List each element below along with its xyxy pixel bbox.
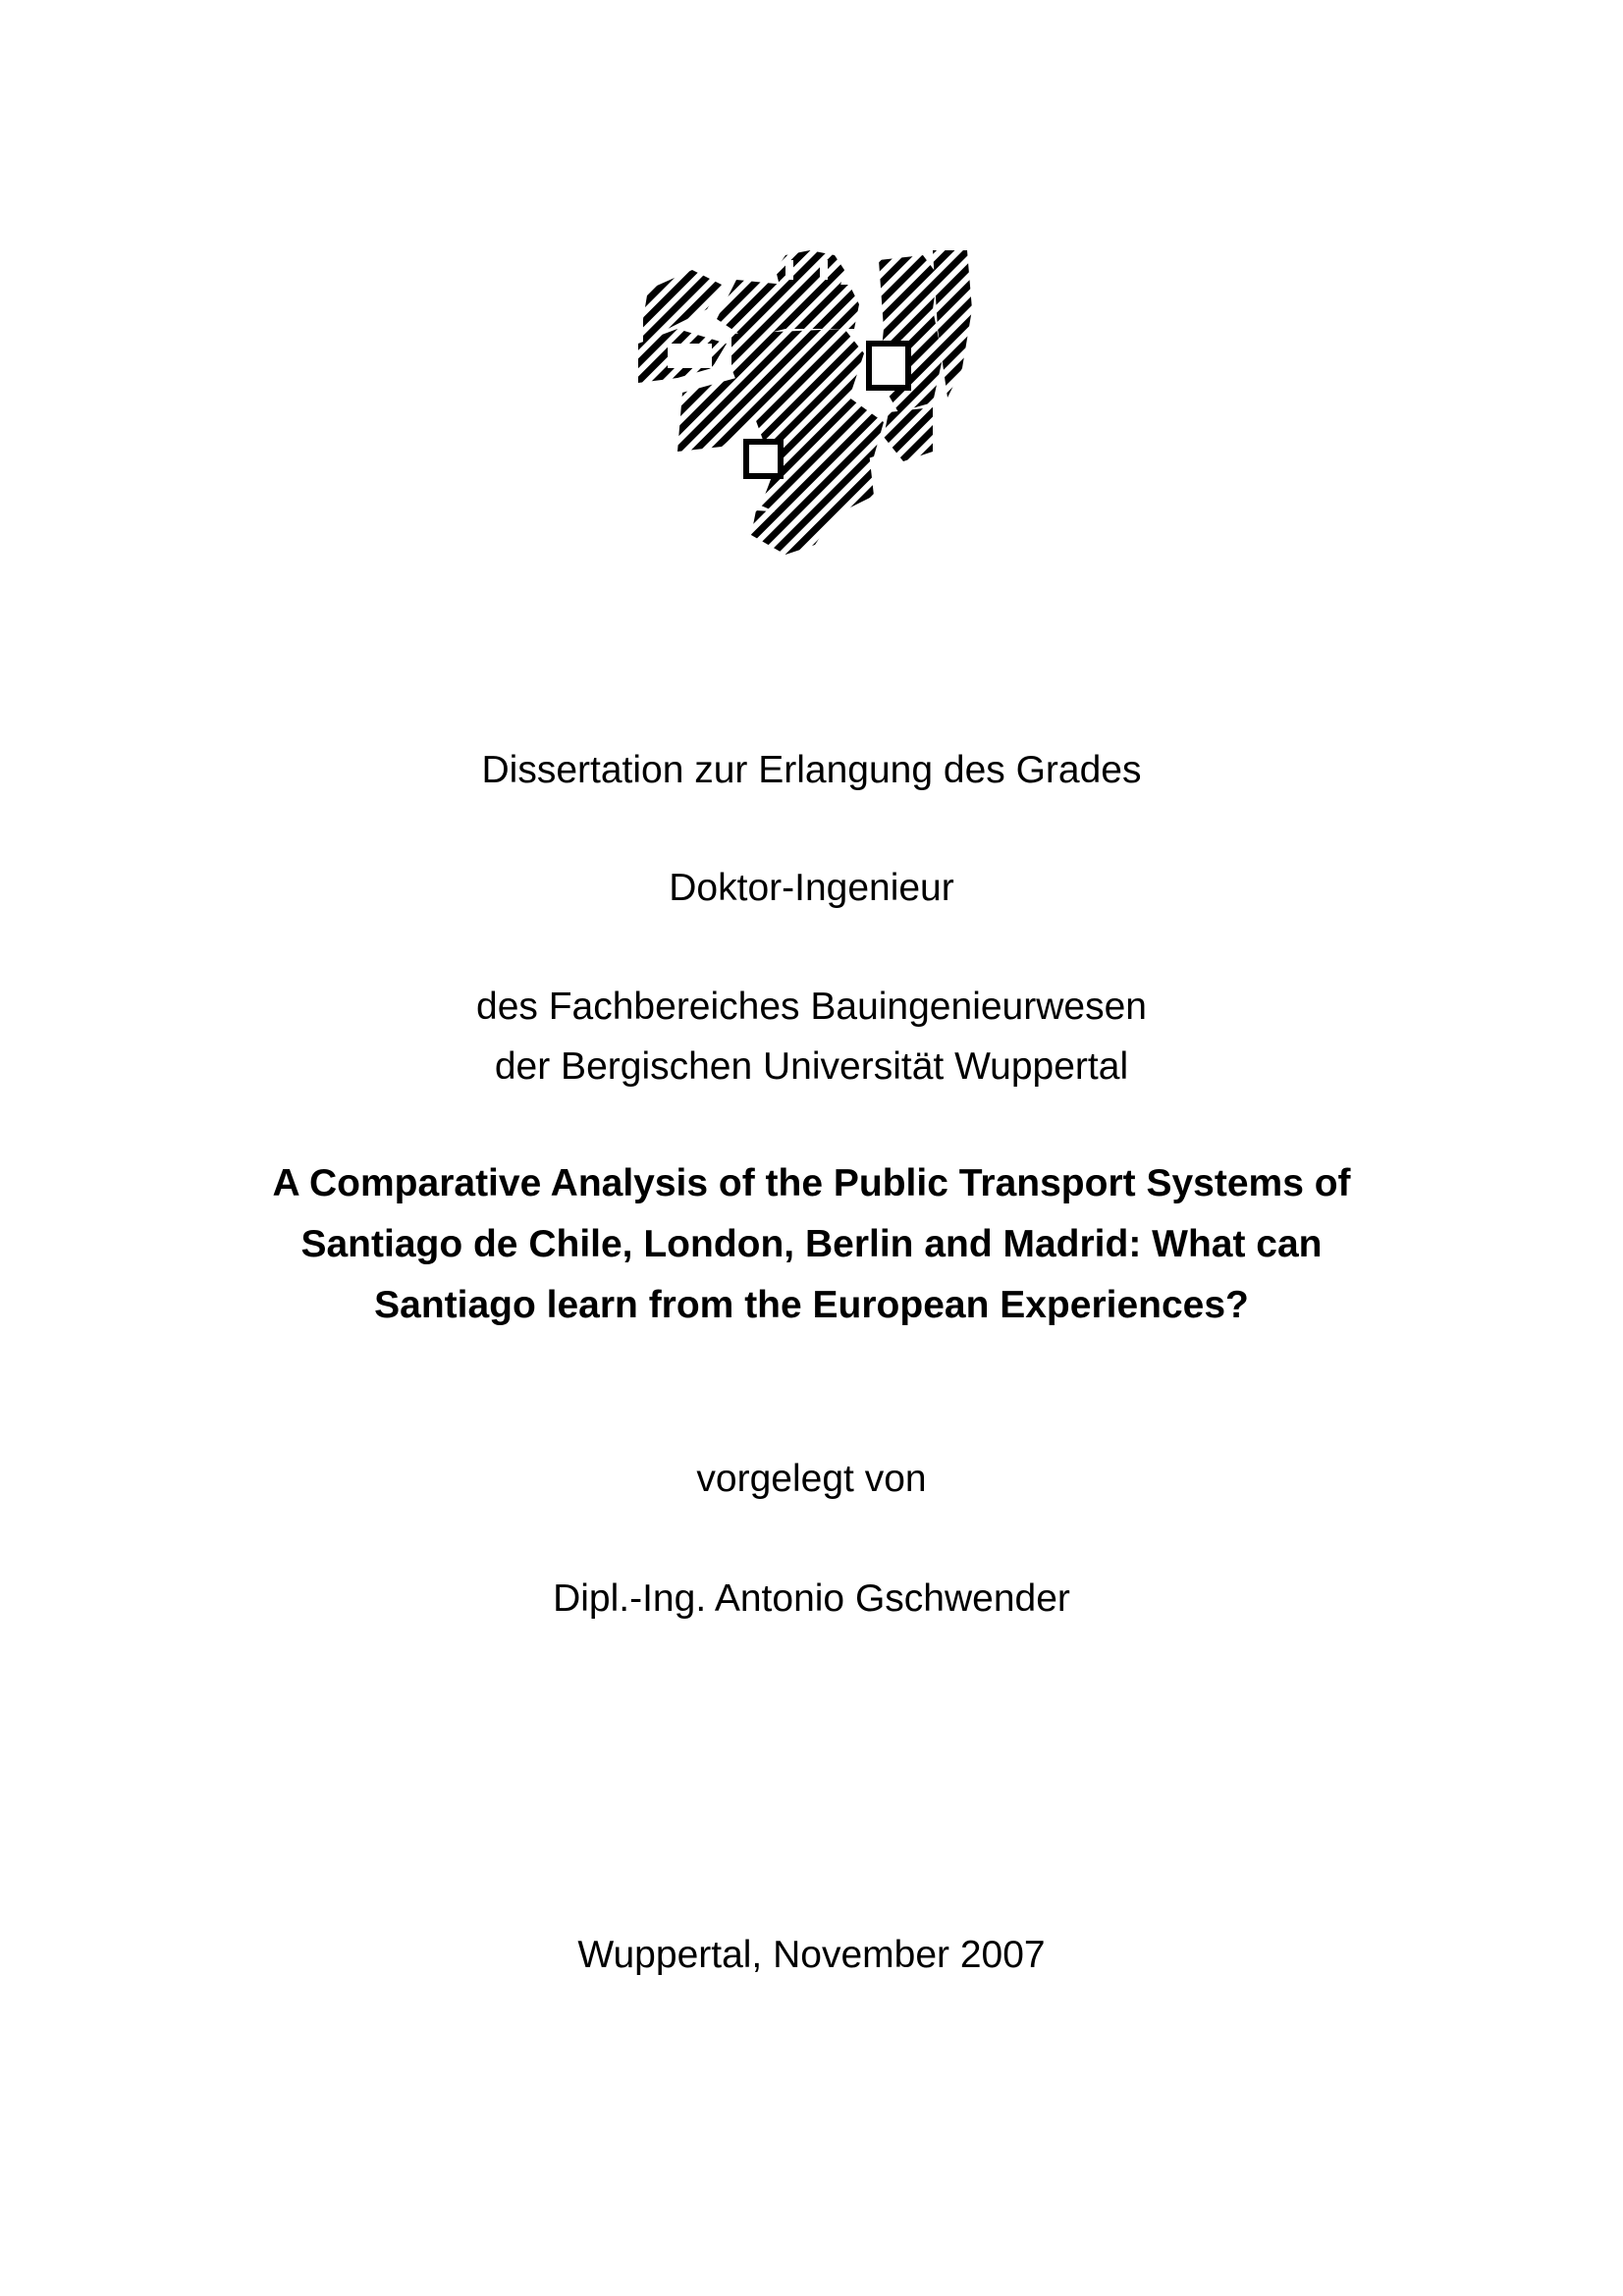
author-name: Dipl.-Ing. Antonio Gschwender	[553, 1577, 1070, 1620]
faculty-line-2: der Bergischen Universität Wuppertal	[494, 1045, 1129, 1088]
title-line-2: Santiago de Chile, London, Berlin and Madrid: What can	[300, 1223, 1323, 1265]
title-line-1: A Comparative Analysis of the Public Transport Systems of	[272, 1162, 1351, 1204]
faculty-line-1: des Fachbereiches Bauingenieurwesen	[476, 986, 1147, 1028]
dissertation-line: Dissertation zur Erlangung des Grades	[481, 749, 1142, 791]
emblem-graphic	[638, 250, 992, 623]
place-date: Wuppertal, November 2007	[577, 1934, 1046, 1976]
university-lion-emblem-icon	[638, 250, 992, 623]
title-line-3: Santiago learn from the European Experiences?	[374, 1284, 1249, 1326]
submitted-by-label: vorgelegt von	[696, 1458, 927, 1500]
degree: Doktor-Ingenieur	[669, 867, 954, 909]
dissertation-title	[0, 1153, 1623, 1336]
